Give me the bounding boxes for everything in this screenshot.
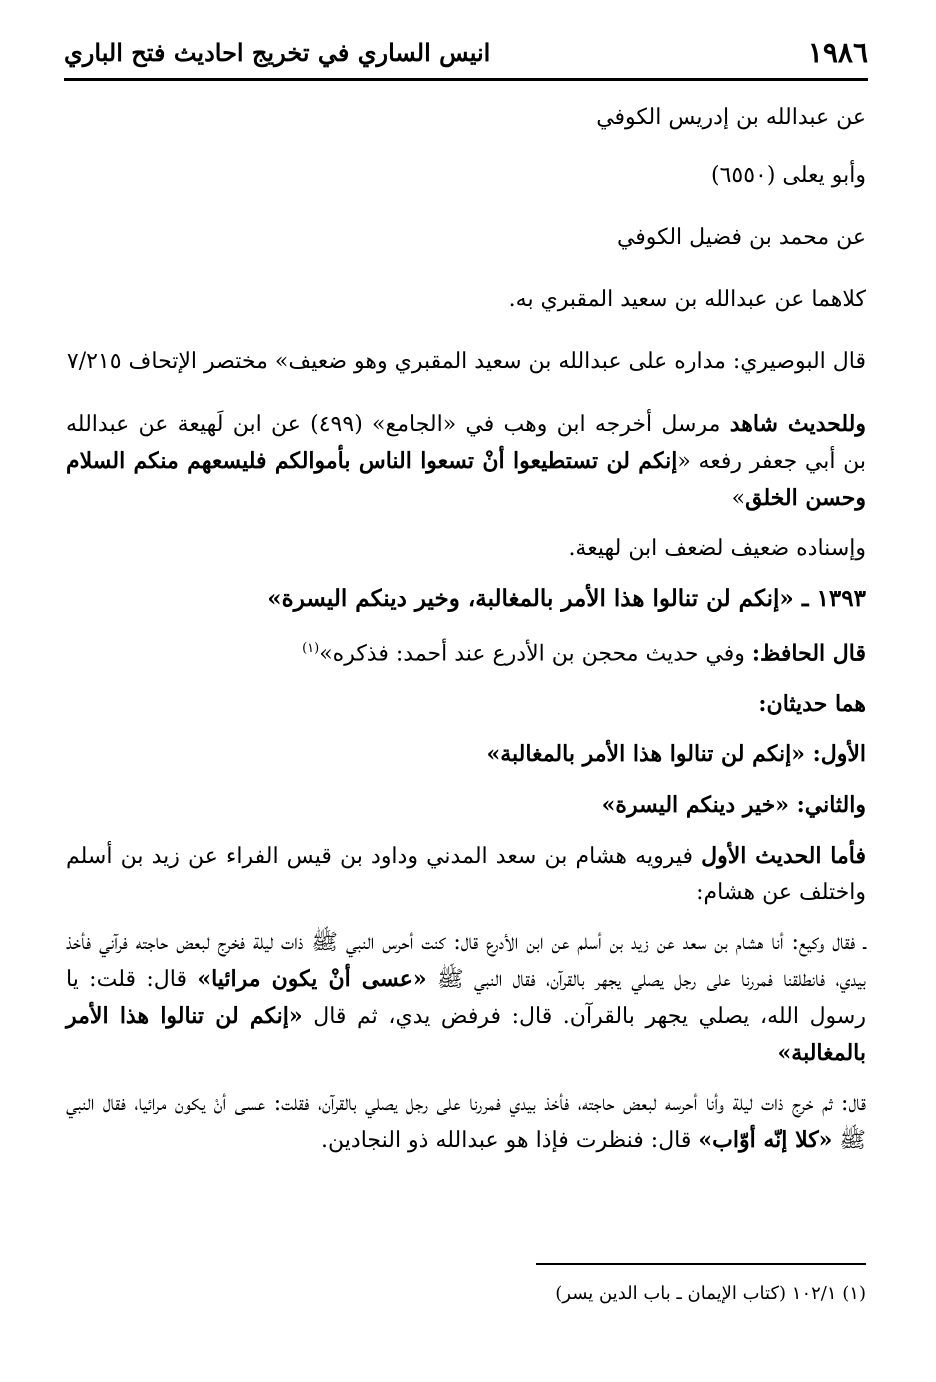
footnote: (١) ١٠٢/١ (كتاب الإيمان ـ باب الدين يسر) xyxy=(555,1283,866,1304)
text-line: عن محمد بن فضيل الكوفي xyxy=(616,225,866,250)
main-text xyxy=(66,100,866,1159)
two-hadiths: هما حديثان: xyxy=(758,691,866,718)
first-hadith-line xyxy=(66,736,866,773)
waki-paragraph xyxy=(66,925,866,1072)
first-text: «إنكم لن تنالوا هذا الأمر بالمغالبة» xyxy=(486,741,813,768)
page-number: ١٩٨٦ xyxy=(807,36,868,69)
second-label: والثاني: xyxy=(796,792,866,819)
shahid-matn: إنكم لن تستطيعوا أنْ تسعوا الناس بأموالكم فليسعهم منكم السلام وحسن الخلق xyxy=(66,448,866,511)
hadith-heading: ١٣٩٣ ـ «إنكم لن تنالوا هذا الأمر بالمغالبة، وخير دينكم اليسرة» xyxy=(267,585,866,612)
first-label: الأول: xyxy=(812,741,866,768)
first-hadith-text: فيرويه هشام بن سعد المدني وداود بن قيس الفراء عن زيد بن أسلم واختلف عن هشام: xyxy=(66,844,866,906)
waki-text-2: قال: قلت: يا رسول الله، يصلي يجهر بالقرآن. قال: فرفض يدي، ثم قال xyxy=(66,967,866,1030)
text-line: وأبو يعلى (٦٥٥٠) xyxy=(710,163,866,188)
shahid-lead: وللحديث شاهد xyxy=(729,411,866,437)
running-title: انيس الساري في تخريج احاديث فتح الباري xyxy=(64,38,491,67)
page-header xyxy=(64,36,868,76)
first-hadith-paragraph xyxy=(66,838,866,911)
second-text: «خير دينكم اليسرة» xyxy=(601,792,797,819)
header-rule xyxy=(64,78,868,81)
hafiz-label: قال الحافظ: xyxy=(751,640,866,667)
second-hadith-line xyxy=(66,787,866,824)
hafiz-line xyxy=(66,631,866,672)
text-line: عن عبدالله بن إدريس الكوفي xyxy=(596,105,866,130)
final-text-1: قال: ثم خرج ذات ليلة وأنا أحرسه لبعض حاجته، فأخذ بيدي فمررنا على رجل يصلي بالقرآن، فقلت: عسى أنْ يكون مرائيا، فقال النبي ﷺ xyxy=(66,1091,866,1154)
shahid-paragraph xyxy=(66,406,866,517)
shahid-text: مرسل أخرجه ابن وهب في «الجامع» (٤٩٩) عن ابن لَهيعة عن عبدالله بن أبي جعفر رفعه « xyxy=(66,412,867,474)
footnote-rule xyxy=(536,1263,866,1265)
final-paragraph xyxy=(66,1086,866,1159)
final-quote: «كلا إنّه أوّاب» xyxy=(698,1127,833,1154)
quote-close: » xyxy=(731,486,746,511)
waki-text-1: ـ فقال وكيع: أنا هشام بن سعد عن زيد بن أسلم عن ابن الأدرع قال: كنت أحرس النبي ﷺ ذات ليلة فخرج لبعض حاجته فرآني فأخذ بيدي، فانطلقنا فمررنا على رجل يصلي يجهر بالقرآن، فقال النبي ﷺ xyxy=(66,930,866,993)
busiri-quote: قال البوصيري: مداره على عبدالله بن سعيد المقبري وهو ضعيف» مختصر الإتحاف ٧/٢١٥ xyxy=(66,349,866,374)
hafiz-text: وفي حديث محجن بن الأدرع عند أحمد: فذكره» xyxy=(319,641,752,667)
isnad-weak: وإسناده ضعيف لضعف ابن لهيعة. xyxy=(568,536,866,561)
first-hadith-lead: فأما الحديث الأول xyxy=(701,843,866,870)
footnote-marker: (١) xyxy=(302,641,320,656)
text-line: كلاهما عن عبدالله بن سعيد المقبري به. xyxy=(508,287,866,312)
final-text-2: قال: فنظرت فإذا هو عبدالله ذو النجادين. xyxy=(321,1128,699,1154)
waki-quote-2: «إنكم لن تنالوا هذا الأمر بالمغالبة» xyxy=(66,1003,866,1067)
waki-quote-1: «عسى أنْ يكون مرائيا» xyxy=(197,966,427,993)
